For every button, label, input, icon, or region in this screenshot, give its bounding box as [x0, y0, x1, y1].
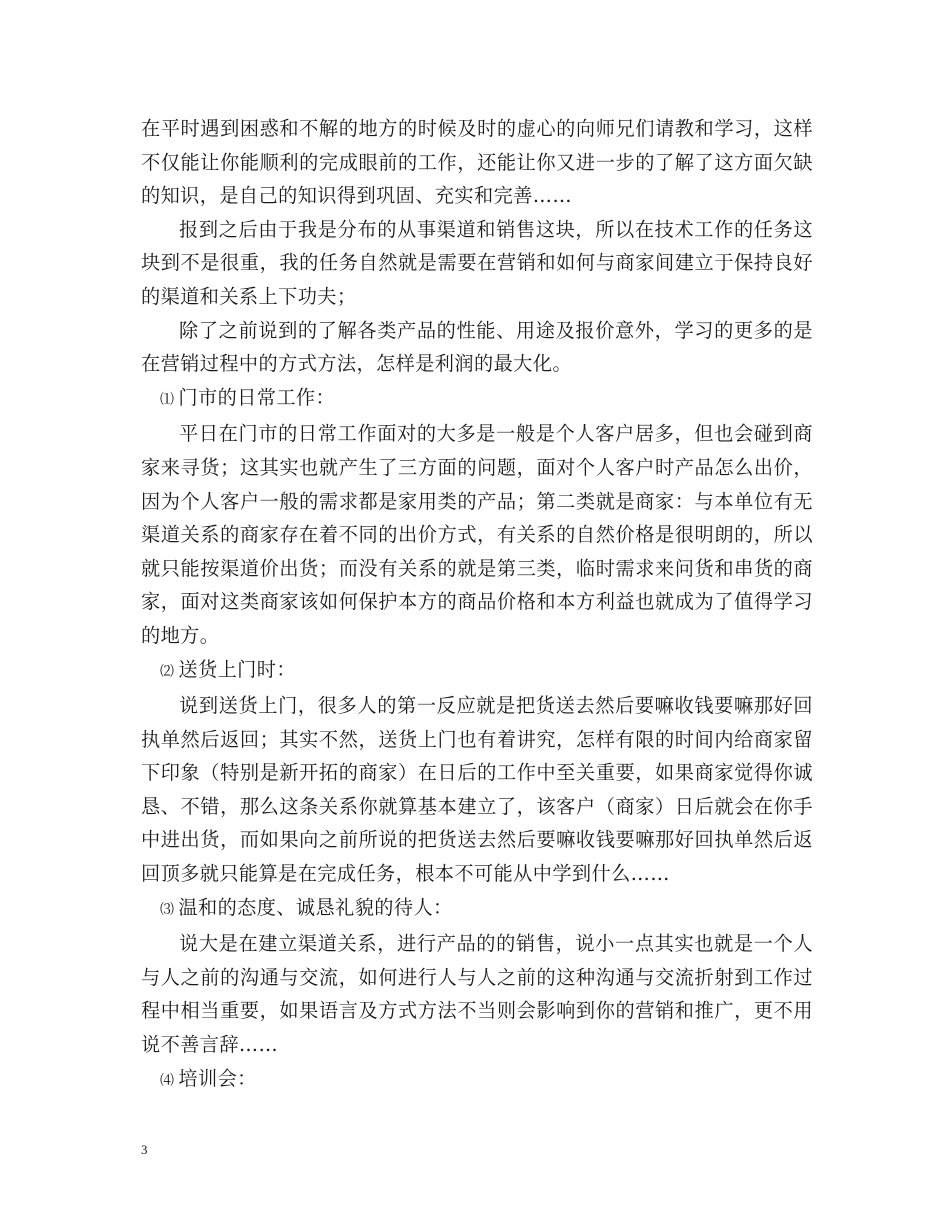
- paragraph-5: 说到送货上门，很多人的第一反应就是把货送去然后要嘛收钱要嘛那好回执单然后返回；其实不然，送货上门也有着讲究，怎样有限的时间内给商家留下印象（特别是新开拓的商家）在日后的工作中至关重要，如果商家觉得你诚恳、不错，那么这条关系你就算基本建立了，该客户（商家）日后就会在你手中进出货，而如果向之前所说的把货送去然后要嘛收钱要嘛那好回执单然后返回顶多就只能算是在完成任务，根本不可能从中学到什么……: [141, 694, 813, 886]
- paragraph-2: 报到之后由于我是分布的从事渠道和销售这块，所以在技术工作的任务这块到不是很重，我的任务自然就是需要在营销和如何与商家间建立于保持良好的渠道和关系上下功夫；: [141, 217, 813, 308]
- list-number: ⑴: [160, 391, 175, 408]
- paragraph-1: 在平时遇到困惑和不解的地方的时候及时的虚心的向师兄们请教和学习，这样不仅能让你能顺利的完成眼前的工作，还能让你又进一步的了解了这方面欠缺的知识，是自己的知识得到巩固、充实和完善……: [141, 117, 813, 208]
- list-number: ⑵: [160, 663, 175, 680]
- paragraph-4: 平日在门市的日常工作面对的大多是一般是个人客户居多，但也会碰到商家来寻货；这其实也就产生了三方面的问题，面对个人客户时产品怎么出价，因为个人客户一般的需求都是家用类的产品；第二类就是商家：与本单位有无渠道关系的商家存在着不同的出价方式，有关系的自然价格是很明朗的，所以就只能按渠道价出货；而没有关系的就是第三类，临时需求来问货和串货的商家，面对这类商家该如何保护本方的商品价格和本方利益也就成为了值得学习的地方。: [141, 422, 813, 647]
- list-number: ⑶: [160, 901, 175, 918]
- list-item-1: [141, 381, 813, 418]
- document-body: [141, 112, 813, 1098]
- list-item-text: 送货上门时：: [178, 657, 296, 681]
- paragraph-3: 除了之前说到的了解各类产品的性能、用途及报价意外，学习的更多的是在营销过程中的方式方法，怎样是利润的最大化。: [141, 318, 813, 376]
- paragraph-6: 说大是在建立渠道关系，进行产品的的销售，说小一点其实也就是一个人与人之前的沟通与交流，如何进行人与人之前的这种沟通与交流折射到工作过程中相当重要，如果语言及方式方法不当则会影响到你的营销和推广，更不用说不善言辞……: [141, 932, 813, 1057]
- list-item-text: 门市的日常工作：: [178, 385, 336, 409]
- list-number: ⑷: [160, 1072, 175, 1089]
- list-item-text: 温和的态度、诚恳礼貌的待人：: [178, 895, 453, 919]
- list-item-2: [141, 653, 813, 690]
- list-item-3: [141, 891, 813, 928]
- list-item-text: 培训会：: [178, 1066, 257, 1090]
- page-number: 3: [141, 1142, 148, 1157]
- list-item-4: [141, 1062, 813, 1099]
